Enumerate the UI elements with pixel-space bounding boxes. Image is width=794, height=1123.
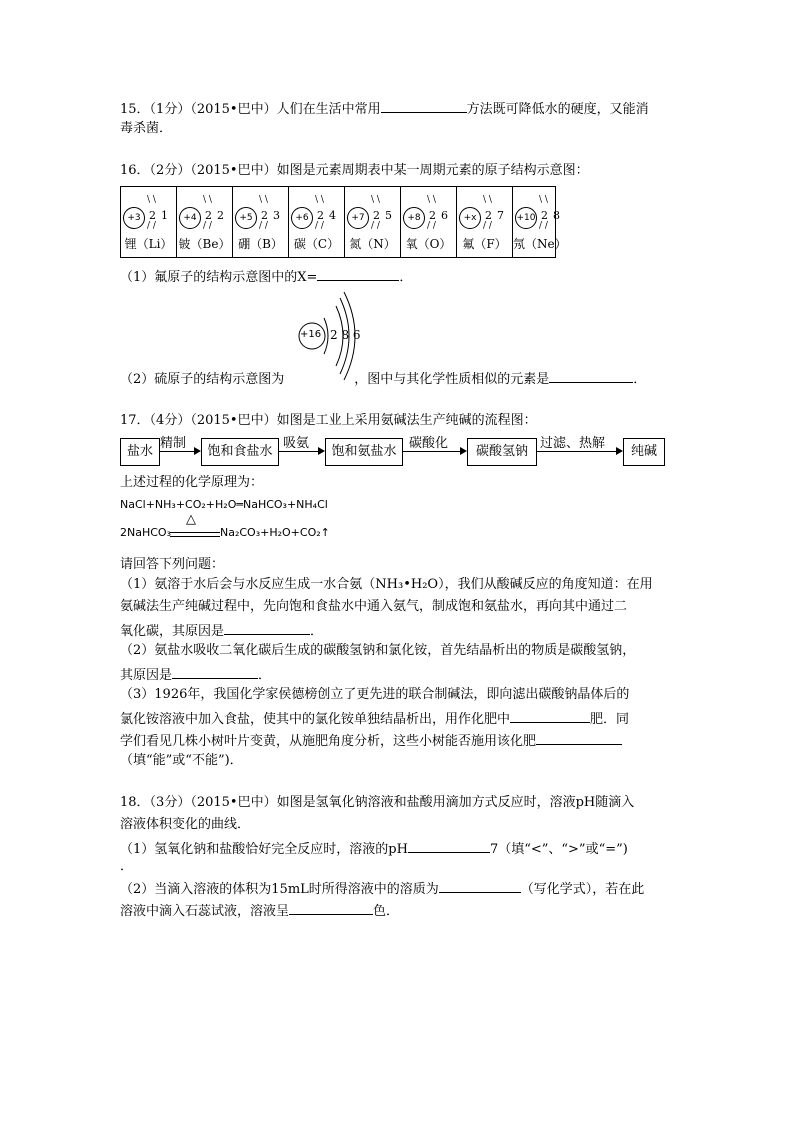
q16-sub1-suffix: ． [399,270,413,285]
q18-s2-blank-solute[interactable] [439,878,521,893]
atom-nucleus: +6 [291,207,313,229]
atom-shell1-electrons: 2 [205,209,212,222]
q16-sub2-mid: ，图中与其化学性质相似的元素是 [354,372,550,387]
atom-shell1-electrons: 2 [373,209,380,222]
q18-s2-l2-suffix: 色． [373,904,400,919]
atom-cell [401,187,457,257]
q17-s3-line3 [120,730,622,751]
q17-equation-1: NaCl+NH₃+CO₂+H₂O═NaHCO₃+NH₄Cl [120,498,328,511]
q15-line2: 毒杀菌． [120,121,173,136]
q18-s2-line2 [120,900,399,921]
atom-shell1-electrons: 2 [317,209,324,222]
atom-nucleus: +8 [403,207,425,229]
q17-s3-blank-can-apply[interactable] [536,730,622,745]
q15-suffix: 方法既可降低水的硬度，又能消 [466,102,649,117]
atom-shell-arcs-lower: / / [483,221,492,231]
flow-step-carbonate: 碳酸化 [409,436,449,451]
eq2-reactant: 2NaHCO₃ [120,526,171,539]
atom-shell1-electrons: 2 [429,209,436,222]
atom-shell-arcs-lower: / / [539,221,548,231]
atom-nucleus: +7 [347,207,369,229]
atom-shell2-electrons: 4 [329,209,336,222]
atom-shell-arcs: \ \ [147,195,156,205]
flow-arrow-2 [278,451,318,452]
flow-arrow-4-head [616,447,623,455]
q17-s3-line1: （3）1926年，我国化学家侯德榜创立了更先进的联合制碱法，即向滤出碳酸钠晶体后的 [120,687,630,702]
q18-s2-prefix: （2）当滴入溶液的体积为15mL时所得溶液中的溶质为 [120,882,439,897]
atom-shell1-electrons: 2 [261,209,268,222]
q16-sub2-suffix: ． [633,372,647,387]
q18-line1: 18．（3分）（2015•巴中）如图是氢氧化钠溶液和盐酸用滴加方式反应时，溶液pH随滴入 [120,795,635,810]
atom-shell1-electrons: 2 [541,209,548,222]
atom-shell1-electrons: 2 [149,209,156,222]
sulfur-nucleus-label: +16 [300,329,322,340]
atom-nucleus: +4 [179,207,201,229]
atom-element-name: 氟（F） [462,237,507,251]
eq2-products: Na₂CO₃+H₂O+CO₂↑ [220,526,330,539]
atom-element-name: 碳（C） [293,237,340,251]
q17-s2-line2 [120,664,271,685]
q15-answer-blank[interactable] [381,98,467,113]
atom-element-name: 氖（Ne） [513,237,567,251]
atom-shell-arcs: \ \ [371,195,380,205]
atom-shell-arcs: \ \ [259,195,268,205]
flow-arrow-3 [402,451,460,452]
flow-box-sodium-bicarbonate: 碳酸氢钠 [467,438,537,466]
q17-s3-line4: （填“能”或“不能”)． [120,753,243,768]
atom-shell-arcs-lower: / / [203,221,212,231]
q18-s1-suffix: 7（填“<”、“>”或“=”) [489,842,628,857]
q18-s2-suffix: （写化学式），若在此 [520,882,645,897]
q15-prefix: 15．（1分）（2015•巴中）人们在生活中常用 [120,102,381,117]
atom-cell [233,187,289,257]
q17-s2-prefix: 其原因是 [120,668,173,683]
flow-step-ammoniate: 吸氨 [283,436,310,451]
atom-element-name: 铍（Be） [178,237,231,251]
atom-cell [177,187,233,257]
q16-sub2-blank[interactable] [549,368,633,383]
flow-arrow-2-head [318,447,325,455]
q17-s2-suffix: ． [258,668,272,683]
atom-shell-arcs-lower: / / [147,221,156,231]
atom-shell-arcs-lower: / / [427,221,436,231]
flow-arrow-1 [160,451,194,452]
flow-arrow-3-head [460,447,467,455]
q17-s3-line2 [120,708,629,729]
q15-line1 [120,98,649,119]
atom-shell2-electrons: 8 [553,209,560,222]
flow-box-saturated-brine: 饱和食盐水 [201,438,279,466]
q16-sub1-blank[interactable] [317,266,399,281]
flow-step-refine: 精制 [160,436,187,451]
atom-cell [513,187,567,257]
q18-s1-prefix: （1）氢氧化钠和盐酸恰好完全反应时，溶液的pH [120,842,408,857]
q17-s3-line3-text: 学们看见几株小树叶片变黄，从施肥角度分析，这些小树能否施用该化肥 [120,734,537,749]
atom-shell-arcs-lower: / / [371,221,380,231]
q16-sub2 [120,368,646,389]
q18-s2-blank-color[interactable] [289,900,373,915]
atom-element-name: 氮（N） [349,237,396,251]
flow-arrow-1-head [194,447,201,455]
eq2-heat-condition: △ [186,512,196,527]
sulfur-shell-electrons: 2 8 6 [330,328,361,342]
atom-nucleus: +5 [235,207,257,229]
atom-nucleus: +3 [123,207,145,229]
eq2-double-arrow [170,532,220,537]
q18-line2: 溶液体积变化的曲线． [120,817,251,832]
q17-s3-suffix: 肥．同 [590,712,630,727]
flow-arrow-4 [536,451,616,452]
q18-s2-line1 [120,878,644,899]
q17-s1-blank[interactable] [224,620,310,635]
q17-s2-blank[interactable] [172,664,258,679]
q18-s1-blank[interactable] [408,838,490,853]
q18-s2-l2-prefix: 溶液中滴入石蕊试液，溶液呈 [120,904,290,919]
q18-s1-tail: ． [120,859,134,874]
q17-s2-line1: （2）氨盐水吸收二氧化碳后生成的碳酸氢钠和氯化铵，首先结晶析出的物质是碳酸氢钠， [120,643,636,658]
atom-nucleus: +10 [515,207,537,229]
atom-shell2-electrons: 7 [497,209,504,222]
atom-shell-arcs-lower: / / [315,221,324,231]
atom-cell [457,187,513,257]
q16-sub2-prefix: （2）硫原子的结构示意图为 [120,372,285,387]
q17-stem: 17．（4分）（2015•巴中）如图是工业上采用氨碱法生产纯碱的流程图： [120,413,537,428]
q17-s1-suffix: ． [310,624,324,639]
atom-shell2-electrons: 5 [385,209,392,222]
q17-s1-line3 [120,620,323,641]
atom-shell2-electrons: 2 [217,209,224,222]
atom-shell-arcs: \ \ [483,195,492,205]
q18-s1 [120,838,628,859]
atom-element-name: 硼（B） [238,237,283,251]
atom-element-name: 氧（O） [405,237,452,251]
q17-s1-line1: （1）氨溶于水后会与水反应生成一水合氨（NH₃•H₂O），我们从酸碱反应的角度知道：在用 [120,577,653,592]
atomic-structure-table [120,186,567,258]
q17-equation-2 [120,512,440,546]
flow-step-filter-heat: 过滤、热解 [540,436,606,451]
atom-nucleus: +x [459,207,481,229]
flow-box-brine: 盐水 [120,438,160,466]
q17-s1-prefix: 氧化碳，其原因是 [120,624,225,639]
atom-cell [345,187,401,257]
atom-shell-arcs: \ \ [539,195,548,205]
atom-shell-arcs-lower: / / [259,221,268,231]
atom-shell-arcs: \ \ [427,195,436,205]
atom-shell-arcs: \ \ [203,195,212,205]
q17-s3-blank-fertilizer[interactable] [510,708,590,723]
q17-s3-prefix: 氯化铵溶液中加入食盐，使其中的氯化铵单独结晶析出，用作化肥中 [120,712,511,727]
atom-cell [121,187,177,257]
atom-shell2-electrons: 3 [273,209,280,222]
q16-sub1-prefix: （1）氟原子的结构示意图中的X= [120,270,318,285]
q17-ask: 请回答下列问题： [120,557,225,572]
atom-cell [289,187,345,257]
flow-box-ammoniated-brine: 饱和氨盐水 [325,438,403,466]
q16-sub1 [120,266,412,287]
q17-s1-line2: 氨碱法生产纯碱过程中，先向饱和食盐水中通入氨气，制成饱和氨盐水，再向其中通过二 [120,599,628,614]
q16-stem: 16．（2分）（2015•巴中）如图是元素周期表中某一周期元素的原子结构示意图： [120,163,589,178]
atom-shell1-electrons: 2 [485,209,492,222]
atom-shell2-electrons: 6 [441,209,448,222]
q17-principle: 上述过程的化学原理为： [120,475,264,490]
flow-box-soda-ash: 纯碱 [623,438,665,466]
atom-shell2-electrons: 1 [161,209,168,222]
atom-element-name: 锂（Li） [124,237,173,251]
atom-shell-arcs: \ \ [315,195,324,205]
